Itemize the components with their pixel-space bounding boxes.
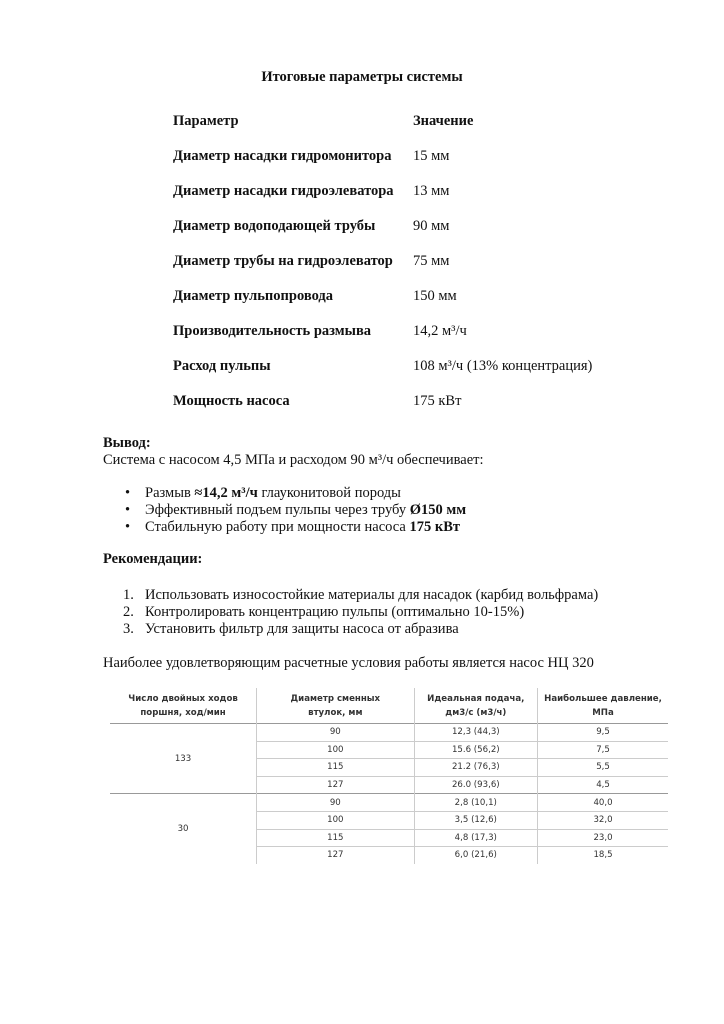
col-header: Число двойных ходов поршня, ход/мин [128, 693, 238, 718]
pump-table [110, 688, 668, 864]
param-label: Диаметр пульпопровода [173, 288, 333, 304]
table-row [110, 724, 668, 742]
strokes-cell: 30 [110, 794, 257, 864]
bullet-icon: • [125, 485, 131, 501]
conclusion-item [125, 485, 401, 502]
table-cell: 100 [257, 741, 415, 759]
page-title: Итоговые параметры системы [261, 69, 463, 85]
item-text: Эффективный подъем пульпы через трубу [145, 502, 410, 518]
table-cell: 4,8 (17,3) [414, 829, 537, 847]
param-value: 15 мм [413, 148, 450, 164]
param-label: Расход пульпы [173, 358, 271, 374]
table-cell: 115 [257, 759, 415, 777]
table-row [110, 794, 668, 812]
item-text: Размыв [145, 485, 195, 501]
param-value: 108 м³/ч (13% концентрация) [413, 358, 593, 374]
table-cell: 5,5 [538, 759, 668, 777]
table-cell: 9,5 [538, 724, 668, 742]
table-cell: 100 [257, 811, 415, 829]
params-header-value: Значение [413, 113, 474, 129]
item-bold: 175 кВт [409, 519, 460, 535]
item-number: 3. [123, 621, 134, 637]
table-cell: 127 [257, 776, 415, 794]
param-label: Диаметр водоподающей трубы [173, 218, 376, 234]
table-cell: 21.2 (76,3) [414, 759, 537, 777]
conclusion-intro: Система с насосом 4,5 МПа и расходом 90 м³/ч обеспечивает: [103, 452, 484, 468]
item-text: Использовать износостойкие материалы для насадок (карбид вольфрама) [145, 587, 599, 603]
table-cell: 4,5 [538, 776, 668, 794]
conclusion-item [125, 519, 460, 536]
item-text: Установить фильтр для защиты насоса от абразива [145, 621, 459, 637]
conclusion-item [125, 502, 467, 519]
param-label: Диаметр насадки гидромонитора [173, 148, 392, 164]
table-cell: 127 [257, 847, 415, 864]
table-cell: 15.6 (56,2) [414, 741, 537, 759]
recommendation-item [123, 587, 599, 604]
table-cell: 3,5 (12,6) [414, 811, 537, 829]
table-cell: 115 [257, 829, 415, 847]
table-cell: 12,3 (44,3) [414, 724, 537, 742]
conclusion-heading: Вывод: [103, 435, 151, 451]
col-header: Идеальная подача, дм3/с (м3/ч) [414, 688, 537, 724]
param-label: Диаметр насадки гидроэлеватора [173, 183, 394, 199]
param-value: 75 мм [413, 253, 450, 269]
param-value: 14,2 м³/ч [413, 323, 467, 339]
recommendations-heading: Рекомендации: [103, 551, 203, 567]
strokes-cell: 133 [110, 724, 257, 794]
param-label: Диаметр трубы на гидроэлеватор [173, 253, 393, 269]
item-text: Стабильную работу при мощности насоса [145, 519, 410, 535]
param-value: 175 кВт [413, 393, 462, 409]
col-header: Диаметр сменных втулок, мм [257, 688, 415, 724]
table-cell: 32,0 [538, 811, 668, 829]
table-cell: 90 [257, 724, 415, 742]
table-cell: 18,5 [538, 847, 668, 864]
col-header: Наибольшее давление, МПа [538, 688, 668, 724]
table-cell: 6,0 (21,6) [414, 847, 537, 864]
param-value: 13 мм [413, 183, 450, 199]
table-cell: 90 [257, 794, 415, 812]
params-header-param: Параметр [173, 113, 239, 129]
pump-note: Наиболее удовлетворяющим расчетные условия работы является насос НЦ 320 [103, 655, 594, 671]
item-number: 1. [123, 587, 134, 603]
item-text: Контролировать концентрацию пульпы (оптимально 10-15%) [145, 604, 525, 620]
table-cell: 26.0 (93,6) [414, 776, 537, 794]
table-cell: 23,0 [538, 829, 668, 847]
recommendation-item [123, 604, 525, 621]
bullet-icon: • [125, 502, 131, 518]
item-bold: ≈14,2 м³/ч [194, 485, 258, 501]
param-label: Производительность размыва [173, 323, 372, 339]
item-bold: Ø150 мм [409, 502, 467, 518]
param-value: 150 мм [413, 288, 457, 304]
table-cell: 7,5 [538, 741, 668, 759]
item-text: глауконитовой породы [257, 485, 401, 501]
recommendation-item [123, 621, 459, 638]
param-label: Мощность насоса [173, 393, 290, 409]
bullet-icon: • [125, 519, 131, 535]
table-cell: 2,8 (10,1) [414, 794, 537, 812]
item-number: 2. [123, 604, 134, 620]
param-value: 90 мм [413, 218, 450, 234]
table-cell: 40,0 [538, 794, 668, 812]
